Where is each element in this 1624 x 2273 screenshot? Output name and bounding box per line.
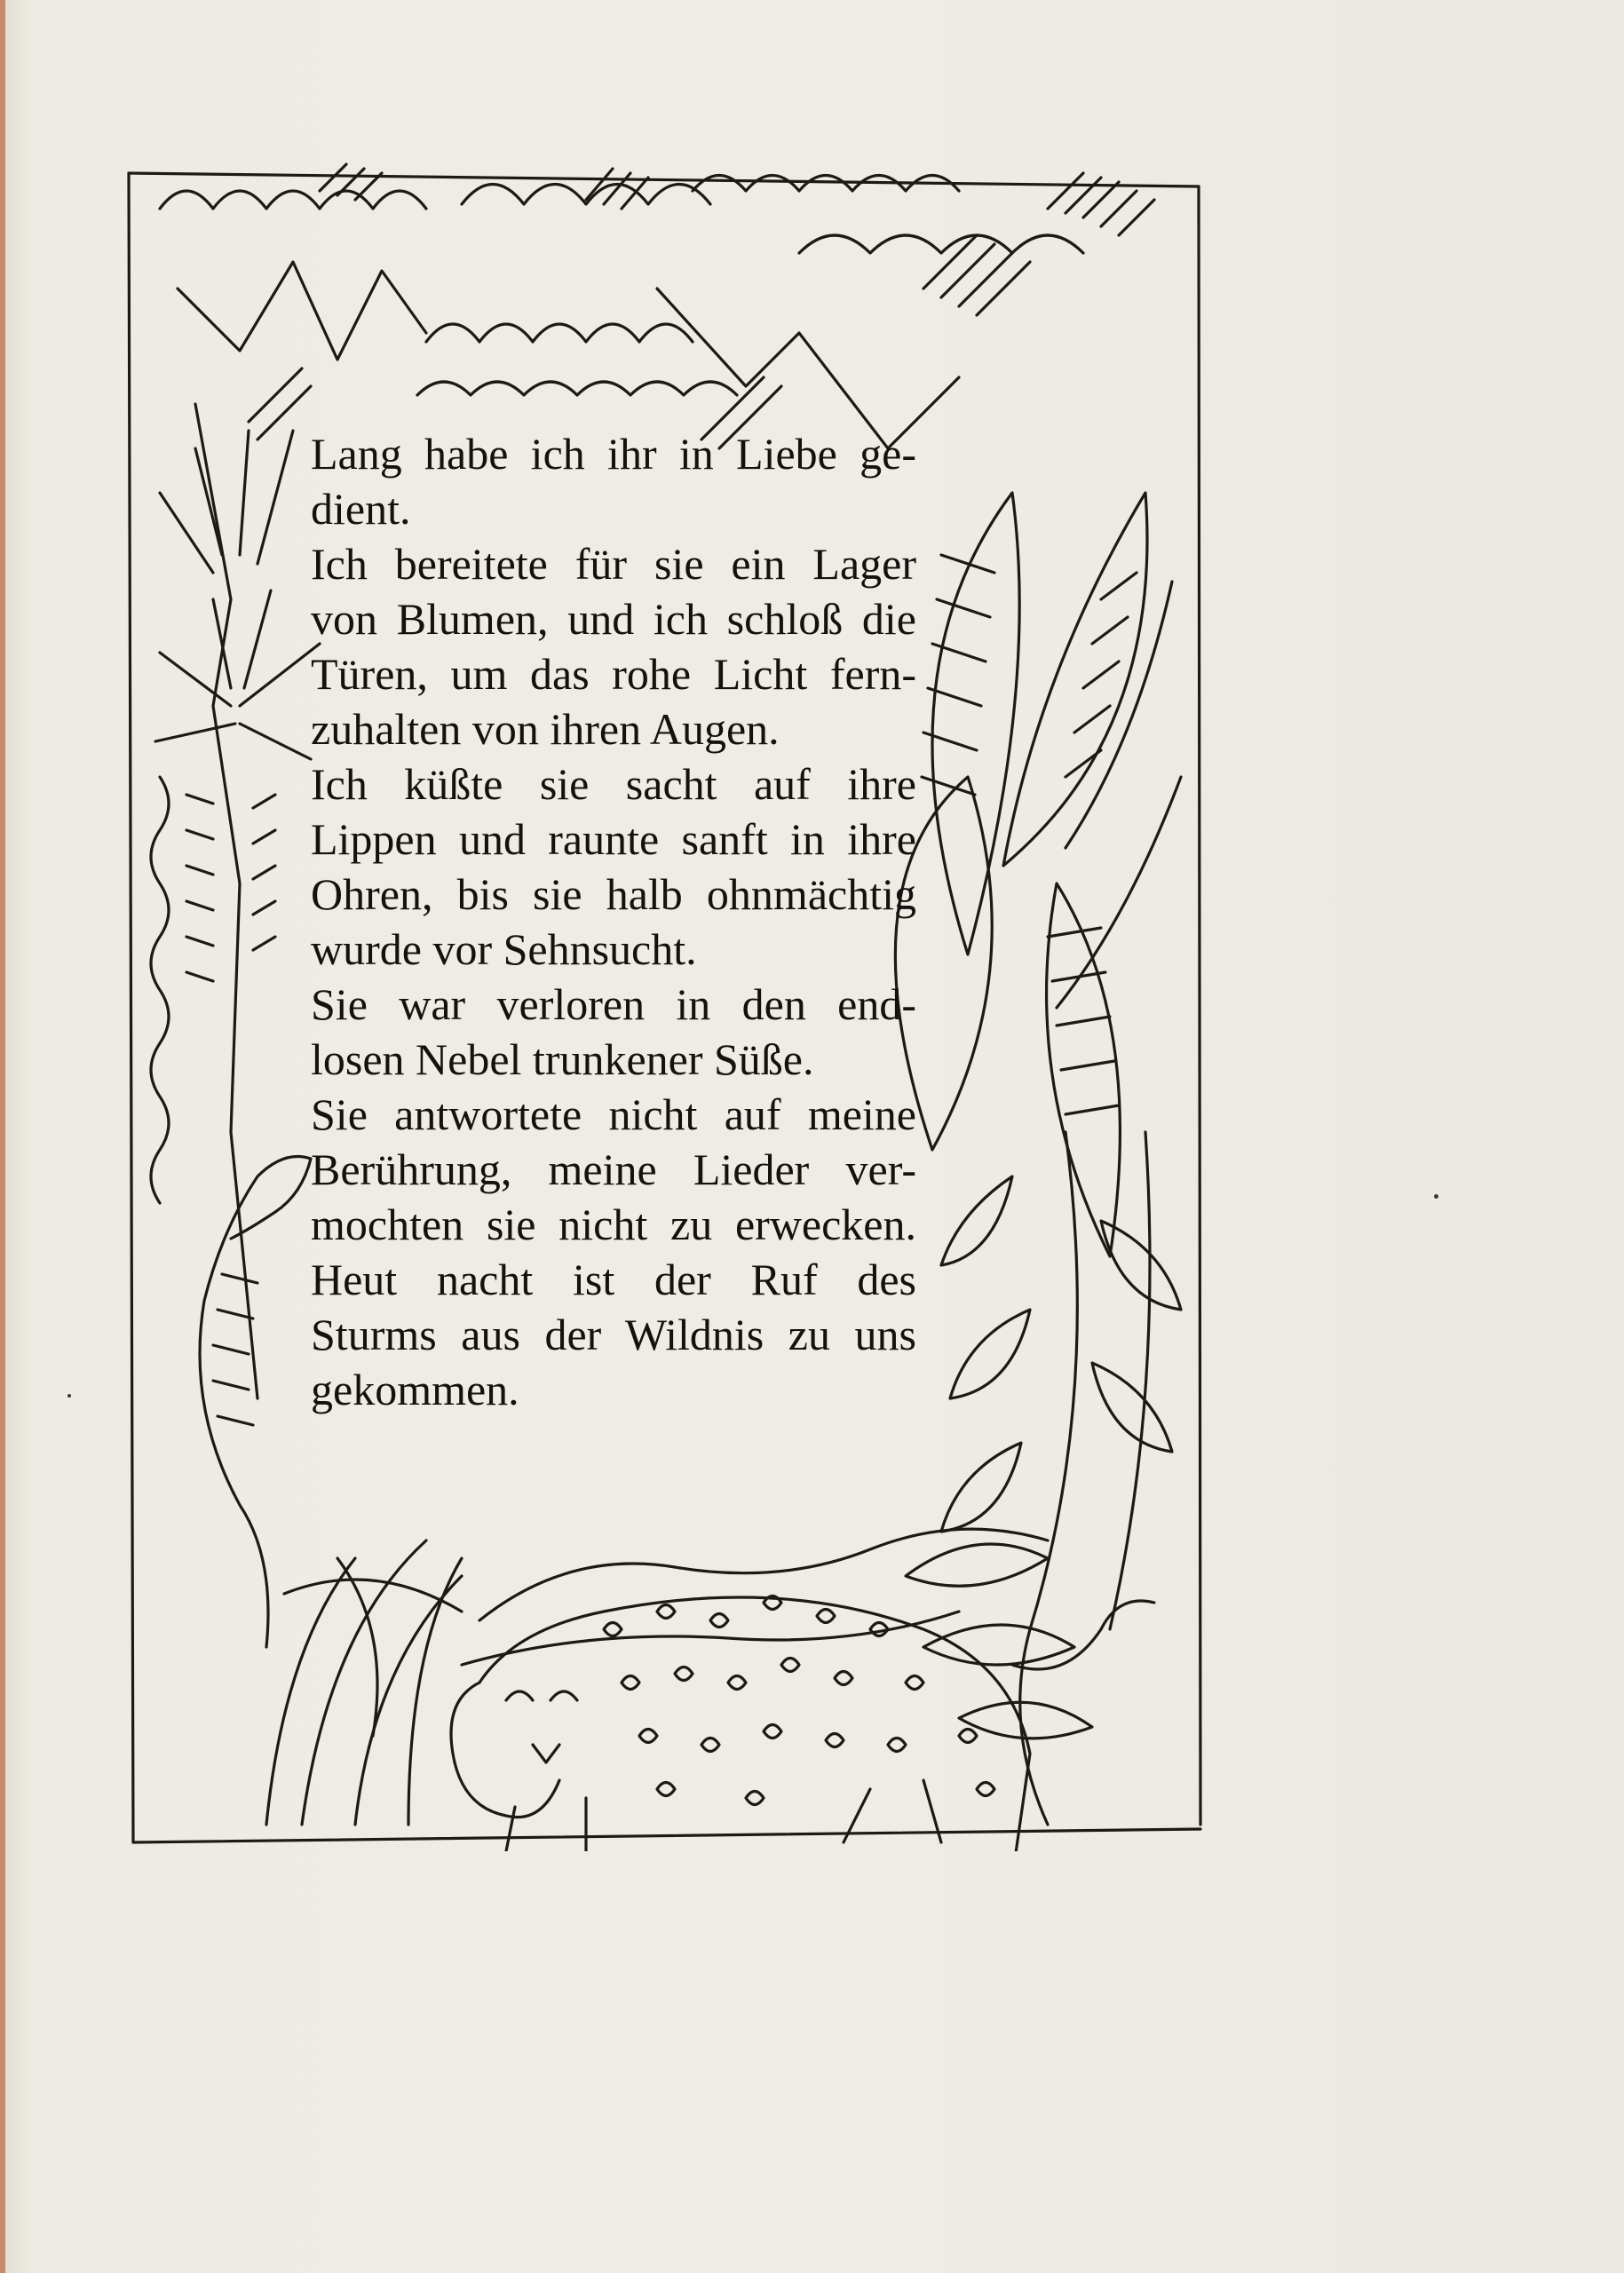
poem-line: von Blumen, und ich schloß die [311, 594, 916, 644]
poem-line: Ich küßte sie sacht auf ihre [311, 759, 916, 809]
poem-line: mochten sie nicht zu erwecken. [311, 1200, 916, 1249]
poem-line: Berührung, meine Lieder ver- [311, 1144, 916, 1194]
poem-line: losen Nebel trunkener Süße. [311, 1034, 814, 1084]
poem-line: gekommen. [311, 1365, 519, 1414]
poem-line: Ich bereitete für sie ein Lager [311, 539, 916, 589]
page-edge [0, 0, 5, 2273]
poem-line: Sie antwortete nicht auf meine [311, 1089, 916, 1139]
poem-text [311, 426, 916, 1417]
poem-line: dient. [311, 484, 411, 534]
poem-line: Lang habe ich ihr in Liebe ge- [311, 429, 916, 479]
paper-speck [1434, 1194, 1438, 1199]
poem-line: wurde vor Sehnsucht. [311, 924, 697, 974]
paper-speck [67, 1394, 71, 1398]
poem-line: Türen, um das rohe Licht fern- [311, 649, 916, 699]
poem-line: Ohren, bis sie halb ohnmächtig [311, 869, 916, 919]
poem-line: Heut nacht ist der Ruf des [311, 1255, 916, 1304]
poem-line: Sturms aus der Wildnis zu uns [311, 1310, 916, 1359]
poem-line: Lippen und raunte sanft in ihre [311, 814, 916, 864]
poem-line: Sie war verloren in den end- [311, 979, 916, 1029]
poem-line: zuhalten von ihren Augen. [311, 704, 780, 754]
